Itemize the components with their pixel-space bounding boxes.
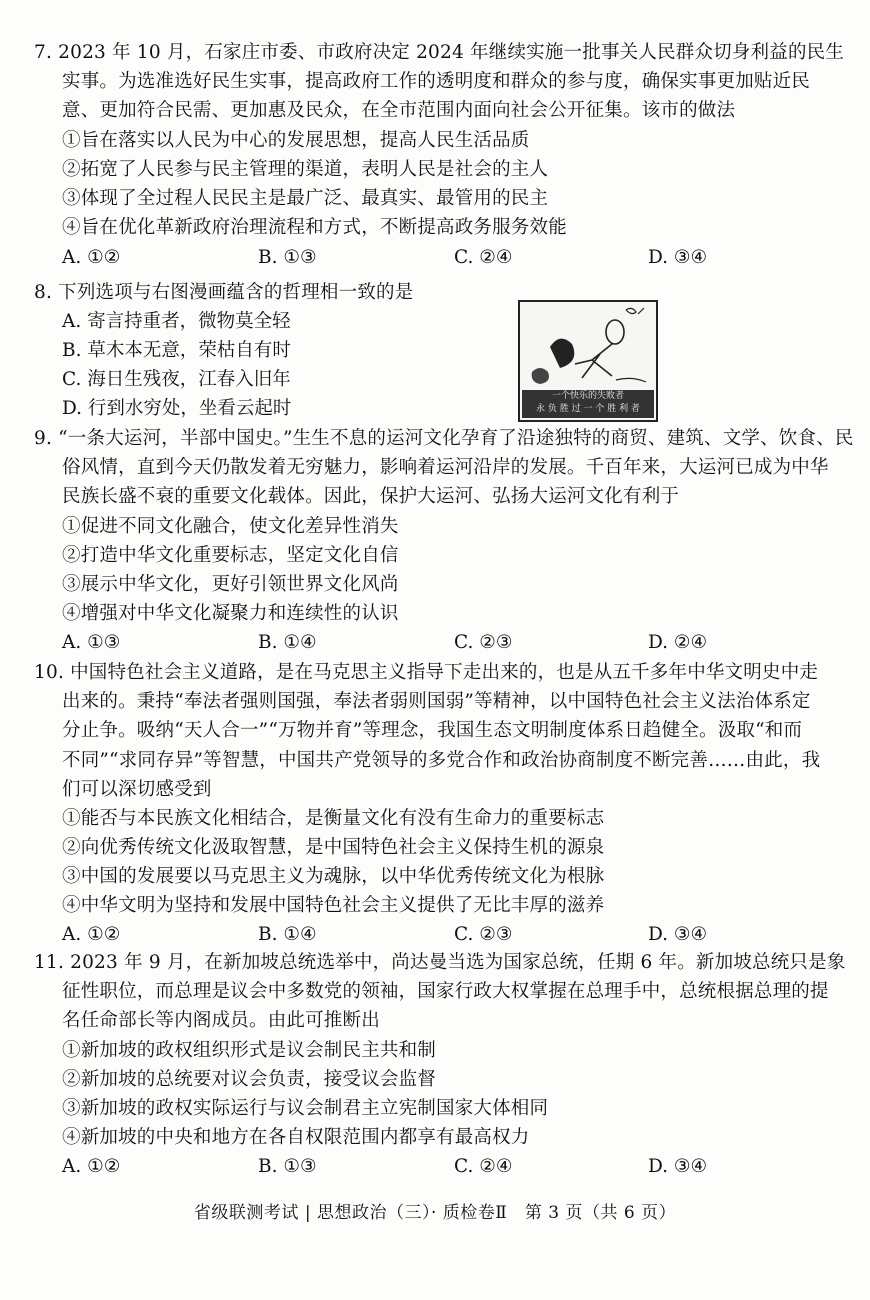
question-11-statement-3: ③新加坡的政权实际运行与议会制君主立宪制国家大体相同 [62,1098,549,1119]
question-7-stem-line: 7. 2023 年 10 月，石家庄市委、市政府决定 2024 年继续实施一批事关人民群众切身利益的民生 [34,42,845,63]
question-8-choice-a[interactable]: A. 寄言持重者，微物莫全轻 [62,311,291,332]
question-10-stem-line: 不同”“求同存异”等智慧，中国共产党领导的多党合作和政治协商制度不断完善……由此，我 [62,750,821,771]
figure-head [606,320,624,344]
question-7-stem-line: 实事。为选准选好民生实事，提高政府工作的透明度和群众的参与度，确保实事更加贴近民 [62,71,811,92]
question-10-statement-3: ③中国的发展要以马克思主义为魂脉，以中华优秀传统文化为根脉 [62,866,605,887]
question-11-statement-1: ①新加坡的政权组织形式是议会制民主共和制 [62,1040,437,1061]
question-10-choice-c[interactable]: C. ②③ [454,924,513,945]
cartoon-caption-line: 一个快乐的失败者 [551,391,624,401]
question-9-choice-b[interactable]: B. ①④ [258,632,317,653]
question-9-stem-line: 9. “一条大运河，半部中国史。”生生不息的运河文化孕育了沿途独特的商贸、建筑、文学、饮食、民 [34,428,854,449]
question-11-choice-d[interactable]: D. ③④ [648,1156,708,1177]
figure-body [575,344,612,378]
ground-line [616,378,646,382]
question-9-choice-d[interactable]: D. ②④ [648,632,708,653]
question-10-choice-d[interactable]: D. ③④ [648,924,708,945]
question-11-choice-c[interactable]: C. ②④ [454,1156,513,1177]
flourish-mark [626,308,644,314]
question-10-stem-line: 出来的。秉持“奉法者强则国强，奉法者弱则国弱”等精神，以中国特色社会主义法治体系定 [62,691,811,712]
question-8-choice-d[interactable]: D. 行到水穷处，坐看云起时 [62,398,292,419]
question-11-stem-line: 征性职位，而总理是议会中多数党的领袖，国家行政大权掌握在总理手中，总统根据总理的提 [62,981,829,1002]
question-9-statement-4: ④增强对中华文化凝聚力和连续性的认识 [62,603,399,624]
question-10-stem-line: 10. 中国特色社会主义道路，是在马克思主义指导下走出来的，也是从五千多年中华文明史中走 [34,662,819,683]
question-7-stem-line: 意、更加符合民需、更加惠及民众，在全市范围内面向社会公开征集。该市的做法 [62,100,736,121]
question-7-choice-d[interactable]: D. ③④ [648,247,708,268]
question-10-statement-2: ②向优秀传统文化汲取智慧，是中国特色社会主义保持生机的源泉 [62,837,605,858]
question-9-statement-2: ②打造中华文化重要标志，坚定文化自信 [62,545,399,566]
question-10-stem-line: 们可以深切感受到 [62,779,212,800]
question-10-statement-4: ④中华文明为坚持和发展中国特色社会主义提供了无比丰厚的滋养 [62,895,605,916]
question-11-choice-a[interactable]: A. ①② [62,1156,121,1177]
question-11-stem-line: 名任命部长等内阁成员。由此可推断出 [62,1010,380,1031]
cartoon-figure [518,300,658,422]
question-7-choice-c[interactable]: C. ②④ [454,247,513,268]
question-9-statement-1: ①促进不同文化融合，使文化差异性消失 [62,516,399,537]
cartoon-caption [522,390,654,418]
question-8-choice-c[interactable]: C. 海日生残夜，江春入旧年 [62,369,291,390]
question-10-choice-a[interactable]: A. ①② [62,924,121,945]
question-10-stem-line: 分止争。吸纳“天人合一”“万物并育”等理念，我国生态文明制度体系日趋健全。汲取“和而 [62,720,803,741]
question-7-choice-b[interactable]: B. ①③ [258,247,317,268]
question-11-stem-line: 11. 2023 年 9 月，在新加坡总统选举中，尚达曼当选为国家总统，任期 6 年。新加坡总统只是象 [34,952,846,973]
cartoon-caption-line: 永 负 胜 过 一 个 胜 利 者 [536,404,640,414]
page-footer: 省级联测考试 | 思想政治（三）· 质检卷Ⅱ 第 3 页（共 6 页） [193,1203,677,1223]
question-11-statement-2: ②新加坡的总统要对议会负责，接受议会监督 [62,1069,437,1090]
question-10-statement-1: ①能否与本民族文化相结合，是衡量文化有没有生命力的重要标志 [62,808,605,829]
question-9-statement-3: ③展示中华文化，更好引领世界文化风尚 [62,574,399,595]
question-8-choice-b[interactable]: B. 草木本无意，荣枯自有时 [62,340,291,361]
question-11-statement-4: ④新加坡的中央和地方在各自权限范围内都享有最高权力 [62,1127,530,1148]
question-7-statement-4: ④旨在优化革新政府治理流程和方式，不断提高政务服务效能 [62,217,567,238]
question-7-statement-1: ①旨在落实以人民为中心的发展思想，提高人民生活品质 [62,130,530,151]
question-9-stem-line: 俗风情，直到今天仍散发着无穷魅力，影响着运河沿岸的发展。千百年来，大运河已成为中华 [62,457,829,478]
question-7-choice-a[interactable]: A. ①② [62,247,121,268]
figure-bag [532,368,549,384]
question-7-statement-3: ③体现了全过程人民民主是最广泛、最真实、最管用的民主 [62,188,549,209]
cartoon-drawing [520,302,656,394]
question-10-choice-b[interactable]: B. ①④ [258,924,317,945]
question-9-stem-line: 民族长盛不衰的重要文化载体。因此，保护大运河、弘扬大运河文化有利于 [62,486,680,507]
question-11-choice-b[interactable]: B. ①③ [258,1156,317,1177]
question-9-choice-c[interactable]: C. ②③ [454,632,513,653]
figure-hair [550,339,574,368]
question-8-stem-line: 8. 下列选项与右图漫画蕴含的哲理相一致的是 [34,282,414,303]
question-7-statement-2: ②拓宽了人民参与民主管理的渠道，表明人民是社会的主人 [62,159,549,180]
question-9-choice-a[interactable]: A. ①③ [62,632,121,653]
